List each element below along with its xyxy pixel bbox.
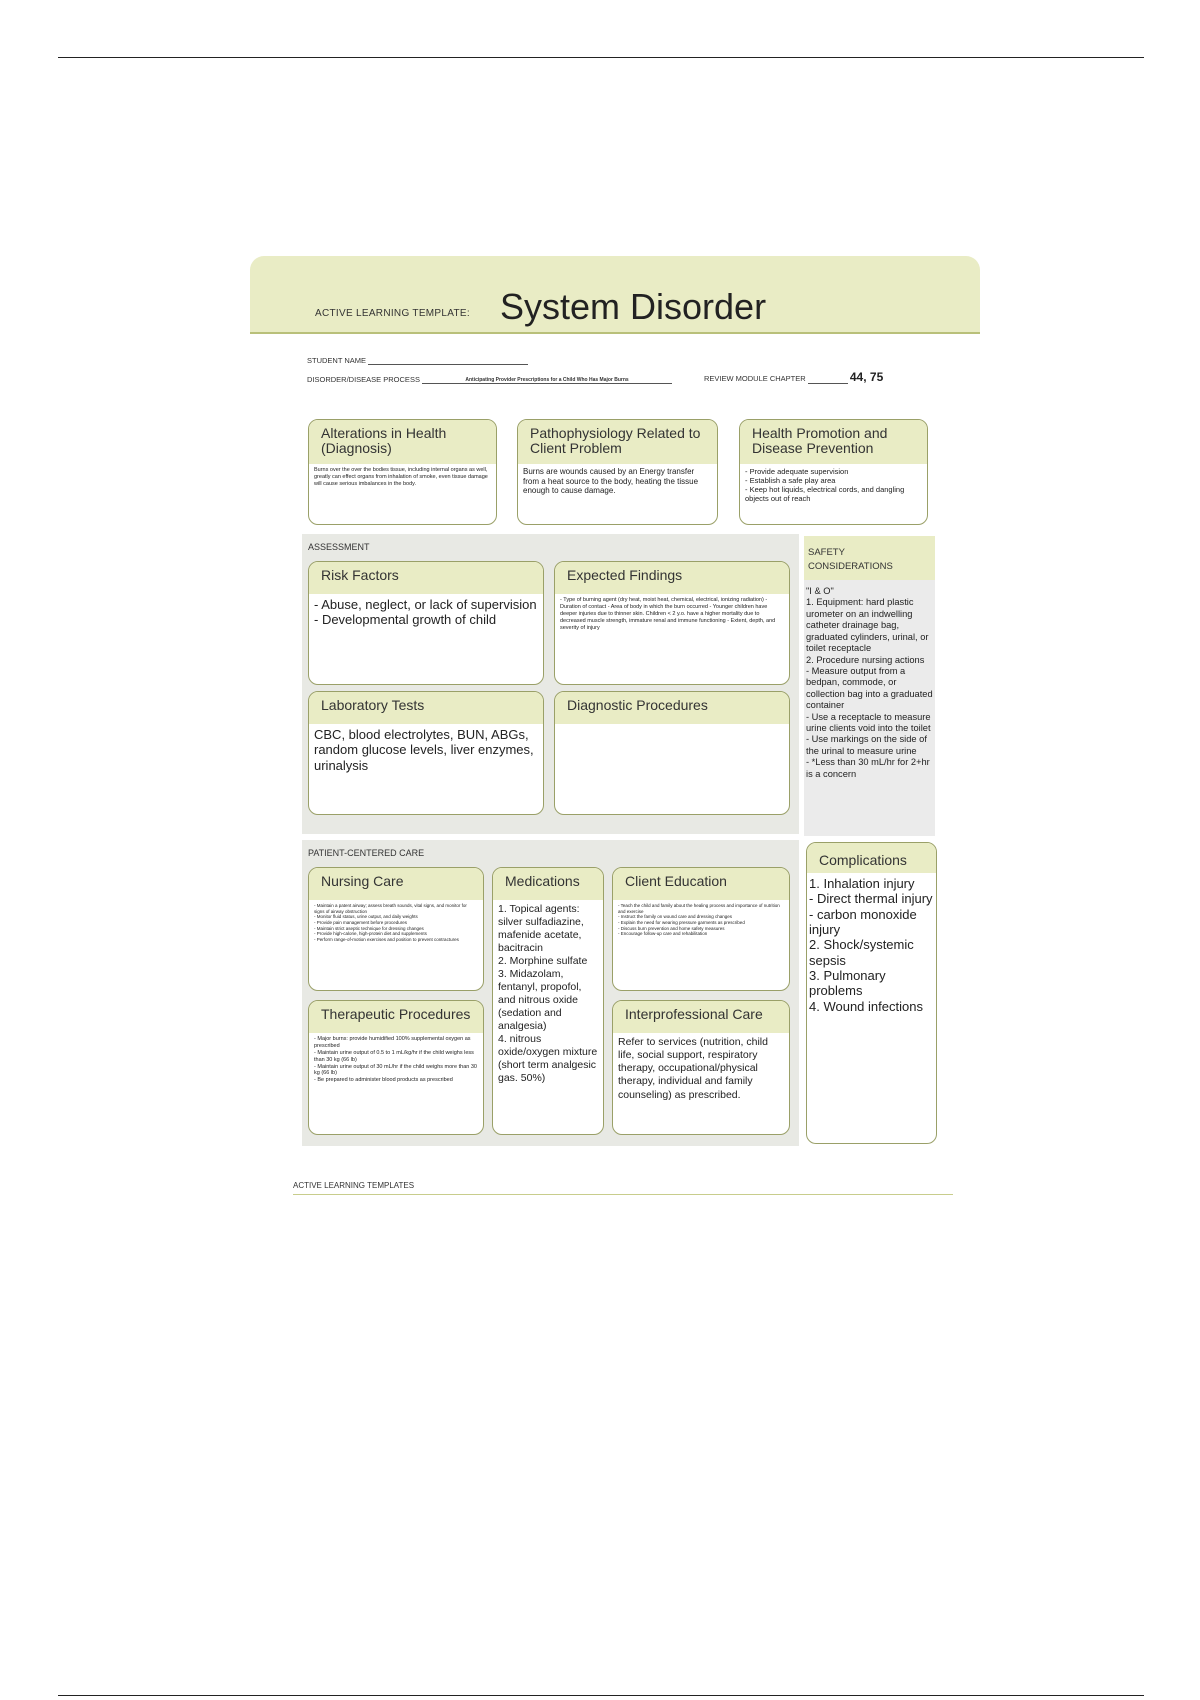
laboratory-tests-text: CBC, blood electrolytes, BUN, ABGs, random glucose levels, liver enzymes, urinalysis bbox=[314, 727, 534, 773]
active-learning-template bbox=[250, 256, 980, 1206]
medications-box bbox=[492, 867, 604, 1135]
client-education-box bbox=[612, 867, 790, 991]
disorder-label: DISORDER/DISEASE PROCESS bbox=[307, 375, 420, 384]
medications-text: 1. Topical agents: silver sulfadiazine, mafenide acetate, bacitracin 2. Morphine sulfate 3. Midazolam, fentanyl, propofol, and nitrous oxide (sedation and analgesia) 4. nitrous oxide/oxygen mixture (short term analgesic gas. 50%) bbox=[498, 903, 598, 1085]
disorder-value: Anticipating Provider Prescriptions for a Child Who Has Major Burns bbox=[465, 377, 629, 383]
alterations-title: Alterations in Health (Diagnosis) bbox=[309, 420, 496, 464]
medications-title: Medications bbox=[493, 868, 603, 900]
expected-findings-text: - Type of burning agent (dry heat, moist heat, chemical, electrical, ionizing radiation) - Duration of contact - Area of body in which the burn occurred - Younger children have deeper injuries due to thinner skin. Children < 2 y.o. have a higher mortality due to decreased muscle strength, immature renal and immune functioning - Extent, depth, and severity of injury bbox=[560, 597, 776, 631]
chapter-value: 44, 75 bbox=[849, 370, 884, 384]
pathophysiology-box bbox=[517, 419, 718, 525]
client-education-text: - Teach the child and family about the healing process and importance of nutrition and exercise - Instruct the family on wound care and dressing changes - Explain the need for wearing pressure garments as prescribed - Discuss burn prevention and home safety measures - Encourage follow-up care and rehabilitation bbox=[618, 903, 780, 937]
health-promotion-box bbox=[739, 419, 928, 525]
laboratory-tests-box bbox=[308, 691, 544, 815]
therapeutic-procedures-text: - Major burns: provide humidified 100% supplemental oxygen as prescribed - Maintain urine output of 0.5 to 1 mL/kg/hr if the child weighs less than 30 kg (66 lb) - Maintain urine output of 30 mL/hr if the child weighs more than 30 kg (66 lb) - Be prepared to administer blood products as prescribed bbox=[314, 1036, 477, 1084]
diagnostic-procedures-title: Diagnostic Procedures bbox=[555, 692, 789, 724]
pathophysiology-text: Burns are wounds caused by an Energy transfer from a heat source to the body, heating the tissue enough to cause damage. bbox=[523, 467, 699, 496]
chapter-row bbox=[704, 370, 883, 384]
safety-considerations-box bbox=[804, 536, 935, 836]
therapeutic-procedures-title: Therapeutic Procedures bbox=[309, 1001, 483, 1033]
laboratory-tests-title: Laboratory Tests bbox=[309, 692, 543, 724]
expected-findings-title: Expected Findings bbox=[555, 562, 789, 594]
patient-centered-care-label: PATIENT-CENTERED CARE bbox=[308, 848, 425, 858]
alterations-box bbox=[308, 419, 497, 525]
footer-label: ACTIVE LEARNING TEMPLATES bbox=[293, 1181, 415, 1190]
risk-factors-box bbox=[308, 561, 544, 685]
chapter-label: REVIEW MODULE CHAPTER bbox=[704, 374, 806, 383]
health-promotion-title: Health Promotion and Disease Prevention bbox=[740, 420, 927, 464]
disorder-row bbox=[307, 374, 672, 384]
template-header bbox=[250, 256, 980, 334]
therapeutic-procedures-box bbox=[308, 1000, 484, 1135]
student-name-label: STUDENT NAME bbox=[307, 356, 367, 365]
interprofessional-care-title: Interprofessional Care bbox=[613, 1001, 789, 1033]
top-rule bbox=[58, 57, 1144, 58]
disorder-field[interactable] bbox=[422, 374, 672, 384]
template-label: ACTIVE LEARNING TEMPLATE: bbox=[315, 308, 470, 319]
pathophysiology-title: Pathophysiology Related to Client Problem bbox=[518, 420, 717, 464]
complications-box bbox=[806, 842, 937, 1144]
safety-label: SAFETY CONSIDERATIONS bbox=[804, 536, 935, 580]
footer-rule bbox=[293, 1194, 953, 1195]
student-name-row bbox=[307, 356, 528, 365]
bottom-rule bbox=[58, 1695, 1144, 1696]
patient-centered-care-panel bbox=[302, 840, 799, 1146]
nursing-care-title: Nursing Care bbox=[309, 868, 483, 900]
nursing-care-text: - Maintain a patent airway; assess breath sounds, vital signs, and monitor for signs of airway obstruction - Monitor fluid status, urine output, and daily weights - Provide pain management before procedures - Maintain strict aseptic technique for dressing changes - Provide high-calorie, high-protein diet and supplements - Perform range-of-motion exercises and position to prevent contractures bbox=[314, 903, 467, 942]
complications-text: 1. Inhalation injury - Direct thermal injury - carbon monoxide injury 2. Shock/systemic sepsis 3. Pulmonary problems 4. Wound infections bbox=[809, 876, 933, 1014]
risk-factors-text: - Abuse, neglect, or lack of supervision - Developmental growth of child bbox=[314, 597, 537, 628]
assessment-label: ASSESSMENT bbox=[308, 542, 370, 552]
complications-title: Complications bbox=[807, 843, 936, 873]
health-promotion-text: - Provide adequate supervision - Establish a safe play area - Keep hot liquids, electrical cords, and dangling objects out of reach bbox=[745, 467, 905, 503]
expected-findings-box bbox=[554, 561, 790, 685]
assessment-panel bbox=[302, 534, 799, 834]
safety-text: "I & O" 1. Equipment: hard plastic urometer on an indwelling catheter drainage bag, graduated cylinders, urinal, or toilet receptacle 2. Procedure nursing actions - Measure output from a bedpan, commode, or collection bag into a graduated container - Use a receptacle to measure urine clients void into the toilet - Use markings on the side of the urinal to measure urine - *Less than 30 mL/hr for 2+hr is a concern bbox=[806, 586, 933, 779]
student-name-field[interactable] bbox=[368, 356, 528, 365]
template-title: System Disorder bbox=[500, 286, 767, 327]
interprofessional-care-text: Refer to services (nutrition, child life, social support, respiratory therapy, occupational/physical therapy, individual and family counseling) as prescribed. bbox=[618, 1036, 768, 1101]
diagnostic-procedures-text bbox=[555, 724, 789, 730]
diagnostic-procedures-box bbox=[554, 691, 790, 815]
alterations-text: Burns over the over the bodies tissue, including internal organs as well, greatly can effect organs from inhalation of smoke, even tissue damage will cause serious imbalances in the body. bbox=[314, 467, 488, 487]
chapter-field[interactable] bbox=[808, 383, 848, 384]
nursing-care-box bbox=[308, 867, 484, 991]
interprofessional-care-box bbox=[612, 1000, 790, 1135]
risk-factors-title: Risk Factors bbox=[309, 562, 543, 594]
client-education-title: Client Education bbox=[613, 868, 789, 900]
